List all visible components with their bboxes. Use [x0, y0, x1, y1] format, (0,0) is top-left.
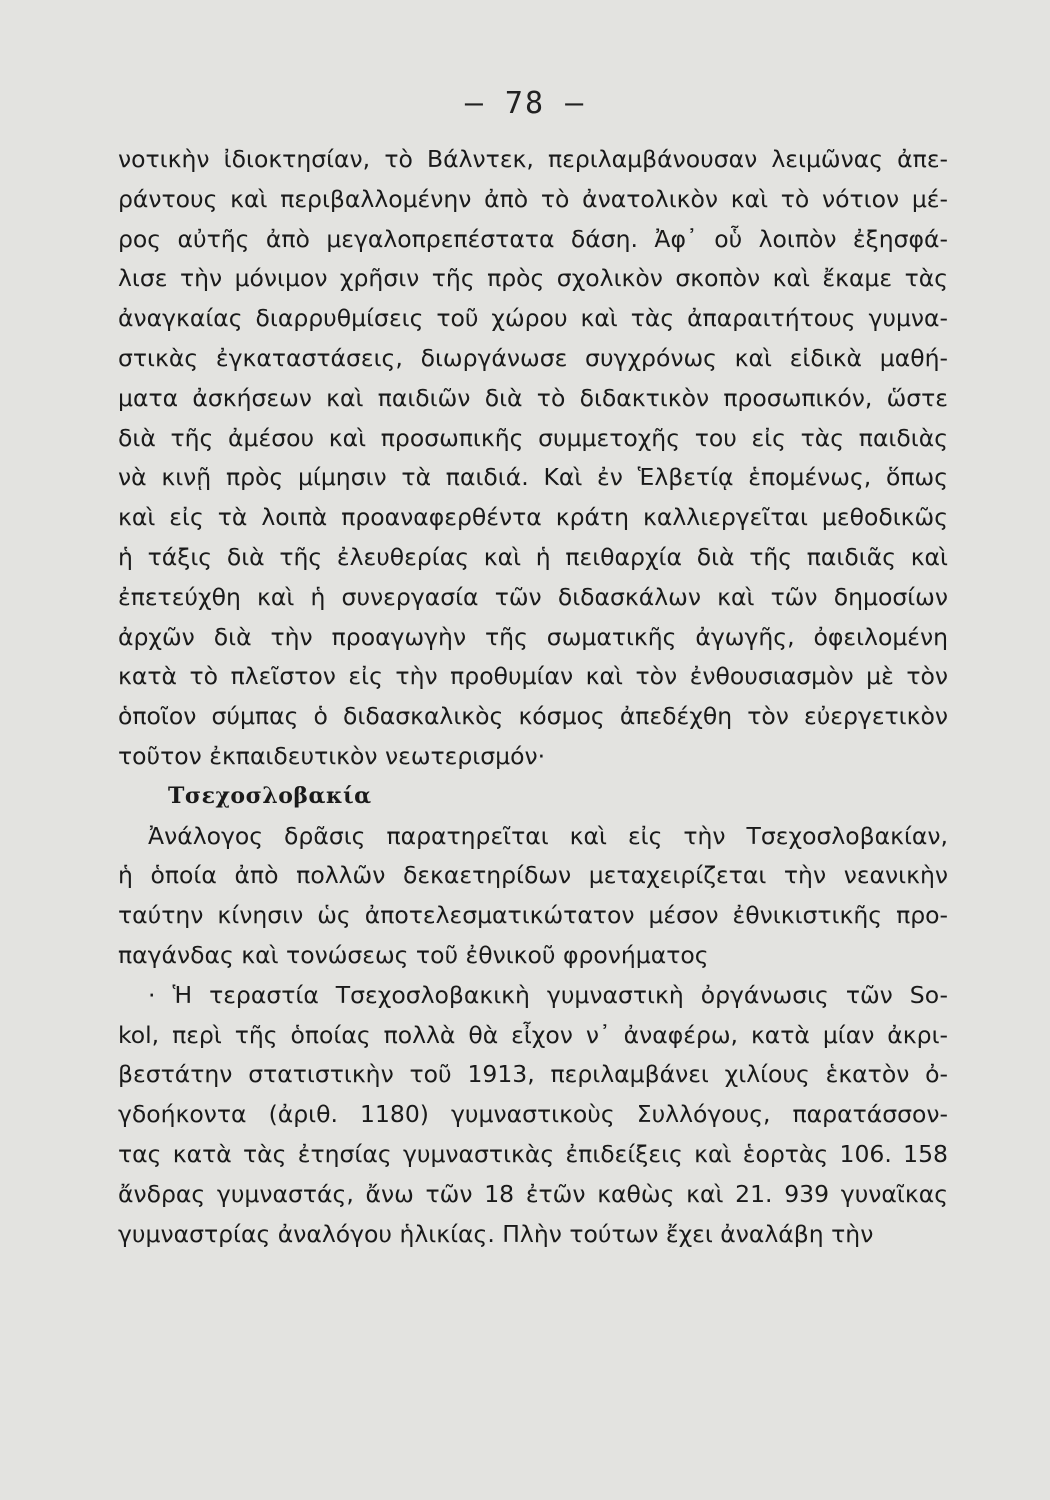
- text-line: · Ἡ τεραστία Τσεχοσλοβακικὴ γυμναστικὴ ὀργάνωσις τῶν So-: [148, 980, 948, 1009]
- text-line: νὰ κινῇ πρὸς μίμησιν τὰ παιδιά. Καὶ ἐν Ἑλβετίᾳ ἑπομένως, ὅπως: [118, 463, 948, 492]
- text-line: στικὰς ἐγκαταστάσεις, διωργάνωσε συγχρόνως καὶ εἰδικὰ μαθή-: [118, 343, 948, 372]
- section-heading: Τσεχοσλοβακία: [168, 782, 372, 809]
- text-line: ρος αὐτῆς ἀπὸ μεγαλοπρεπέστατα δάση. Ἀφ᾽ οὗ λοιπὸν ἐξησφά-: [118, 224, 948, 253]
- text-line: καὶ εἰς τὰ λοιπὰ προαναφερθέντα κράτη καλλιεργεῖται μεθοδικῶς: [118, 503, 948, 532]
- page-number: — 78 —: [464, 86, 586, 121]
- text-line: νοτικὴν ἰδιοκτησίαν, τὸ Βάλντεκ, περιλαμβάνουσαν λειμῶνας ἀπε-: [118, 145, 948, 173]
- text-line: ταύτην κίνησιν ὡς ἀποτελεσματικώτατον μέσον ἐθνικιστικῆς προ-: [118, 901, 948, 930]
- text-line: βεστάτην στατιστικὴν τοῦ 1913, περιλαμβάνει χιλίους ἑκατὸν ὀ-: [118, 1060, 948, 1089]
- text-line: ἐπετεύχθη καὶ ἡ συνεργασία τῶν διδασκάλων καὶ τῶν δημοσίων: [118, 582, 948, 611]
- text-line: ὁποῖον σύμπας ὁ διδασκαλικὸς κόσμος ἀπεδέχθη τὸν εὐεργετικὸν: [118, 702, 948, 731]
- text-line: ἡ τάξις διὰ τῆς ἐλευθερίας καὶ ἡ πειθαρχία διὰ τῆς παιδιᾶς καὶ: [118, 542, 948, 571]
- text-line: ματα ἀσκήσεων καὶ παιδιῶν διὰ τὸ διδακτικὸν προσωπικόν, ὥστε: [118, 383, 948, 412]
- text-line: διὰ τῆς ἀμέσου καὶ προσωπικῆς συμμετοχῆς του εἰς τὰς παιδιὰς: [118, 423, 948, 452]
- text-line: ἄνδρας γυμναστάς, ἄνω τῶν 18 ἐτῶν καθὼς καὶ 21. 939 γυναῖκας: [118, 1179, 948, 1208]
- body-text: [118, 140, 948, 1254]
- text-line: τοῦτον ἐκπαιδευτικὸν νεωτερισμόν·: [118, 741, 546, 770]
- text-line: γυμναστρίας ἀναλόγου ἡλικίας. Πλὴν τούτων ἔχει ἀναλάβη τὴν: [118, 1219, 874, 1248]
- text-line: kol, περὶ τῆς ὁποίας πολλὰ θὰ εἶχον ν᾽ ἀναφέρω, κατὰ μίαν ἀκρι-: [118, 1020, 948, 1049]
- text-line: τας κατὰ τὰς ἐτησίας γυμναστικὰς ἐπιδείξεις καὶ ἑορτὰς 106. 158: [118, 1139, 948, 1168]
- text-line: παγάνδας καὶ τονώσεως τοῦ ἐθνικοῦ φρονήματος: [118, 940, 709, 969]
- text-line: Ἀνάλογος δρᾶσις παρατηρεῖται καὶ εἰς τὴν Τσεχοσλοβακίαν,: [148, 821, 948, 850]
- text-line: ἀναγκαίας διαρρυθμίσεις τοῦ χώρου καὶ τὰς ἀπαραιτήτους γυμνα-: [118, 304, 948, 333]
- text-line: ἀρχῶν διὰ τὴν προαγωγὴν τῆς σωματικῆς ἀγωγῆς, ὀφειλομένη: [118, 622, 948, 651]
- text-line: ἡ ὁποία ἀπὸ πολλῶν δεκαετηρίδων μεταχειρίζεται τὴν νεανικὴν: [118, 861, 948, 890]
- text-line: ράντους καὶ περιβαλλομένην ἀπὸ τὸ ἀνατολικὸν καὶ τὸ νότιον μέ-: [118, 184, 948, 213]
- text-line: κατὰ τὸ πλεῖστον εἰς τὴν προθυμίαν καὶ τὸν ἐνθουσιασμὸν μὲ τὸν: [118, 662, 948, 691]
- text-line: γδοήκοντα (ἀριθ. 1180) γυμναστικοὺς Συλλόγους, παρατάσσον-: [118, 1100, 948, 1129]
- text-line: λισε τὴν μόνιμον χρῆσιν τῆς πρὸς σχολικὸν σκοπὸν καὶ ἔκαμε τὰς: [118, 264, 948, 293]
